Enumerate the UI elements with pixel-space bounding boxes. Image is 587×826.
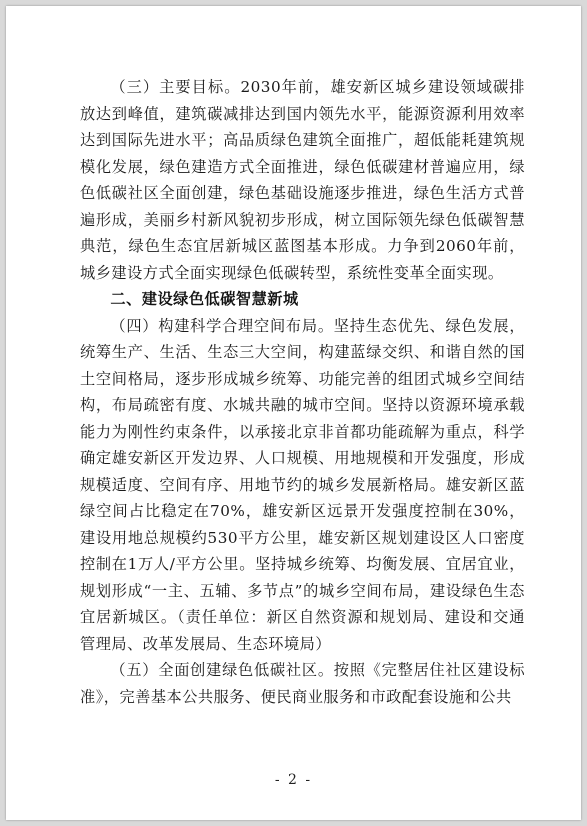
- paragraph-main-goals: （三）主要目标。2030年前，雄安新区城乡建设领域碳排放达到峰值，建筑碳减排达到国内领先水平，能源资源利用效率达到国际先进水平；高品质绿色建筑全面推广，超低能耗建筑规模化发展，绿色建造方式全面推进，绿色低碳建材普遍应用，绿色低碳社区全面创建，绿色基础设施逐步推进，绿色生活方式普遍形成，美丽乡村新风貌初步形成，树立国际领先绿色低碳智慧典范，绿色生态宜居新城区蓝图基本形成。力争到2060年前，城乡建设方式全面实现绿色低碳转型，系统性变革全面实现。: [80, 78, 525, 282]
- paragraph-spatial-layout: （四）构建科学合理空间布局。坚持生态优先、绿色发展，统筹生产、生活、生态三大空间，构建蓝绿交织、和谐自然的国土空间格局，逐步形成城乡统筹、功能完善的组团式城乡空间结构，布局疏密有度、水城共融的城市空间。坚持以资源环境承载能力为刚性约束条件，以承接北京非首都功能疏解为重点，科学确定雄安新区开发边界、人口规模、用地规模和开发强度，形成规模适度、空间有序、用地节约的城乡发展新格局。雄安新区蓝绿空间占比稳定在70%，雄安新区远景开发强度控制在30%，建设用地总规模约530平方公里，雄安新区规划建设区人口密度控制在1万人/平方公里。坚持城乡统筹、均衡发展、宜居宜业，规划形成“一主、五辅、多节点”的城乡空间布局，建设绿色生态宜居新城区。（责任单位：新区自然资源和规划局、建设和交通管理局、改革发展局、生态环境局）: [80, 316, 525, 653]
- page-number: - 2 -: [274, 772, 313, 788]
- document-body: [80, 74, 525, 710]
- paragraph-green-community: （五）全面创建绿色低碳社区。按照《完整居住社区建设标准》，完善基本公共服务、便民商业服务和市政配套设施和公共: [80, 661, 525, 706]
- section-heading: 二、建设绿色低碳智慧新城: [110, 290, 299, 308]
- document-page: [6, 6, 581, 820]
